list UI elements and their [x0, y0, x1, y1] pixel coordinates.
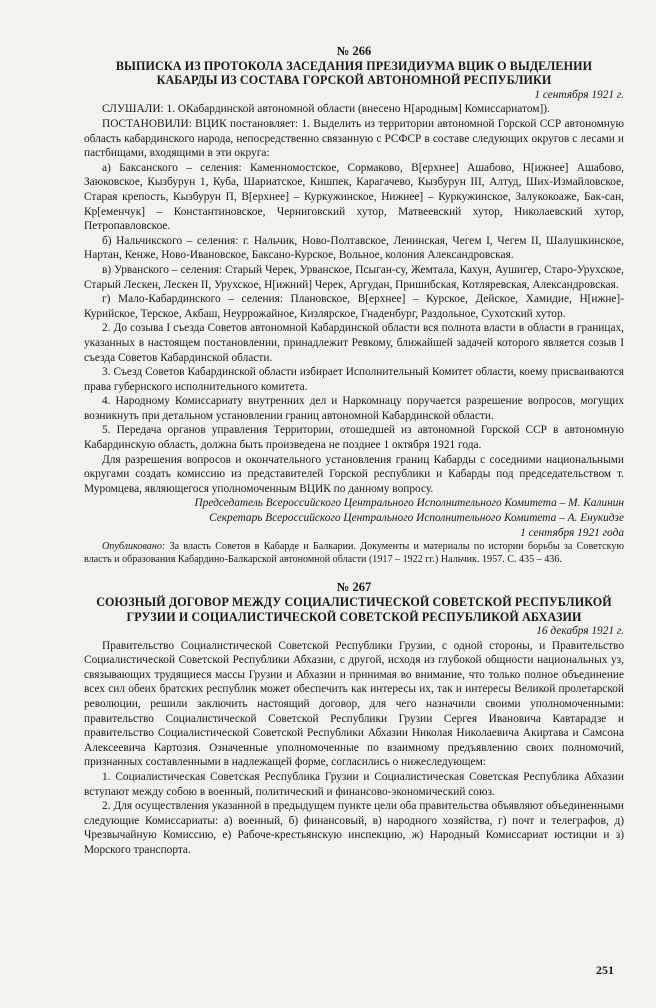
paragraph: б) Нальчикского – селения: г. Нальчик, Ново-Полтавское, Ленинская, Чегем I, Чегем II, Шалушкинское, Нартан, Кенже, Ново-Ивановское, Баксано-Курское, Вольное, колония Александровская. [84, 234, 624, 262]
paragraph: 3. Съезд Советов Кабардинской области избирает Исполнительный Комитет области, коему присваиваются права губернского исполнительного комитета. [84, 366, 624, 393]
signature-chairman: Председатель Всероссийского Центрального Исполнительного Комитета – М. Калинин [194, 497, 624, 510]
paragraph: 2. Для осуществления указанной в предыдущем пункте цели оба правительства объявляют объединенными следующие Комиссариаты: а) военный, б) финансовый, в) народного хозяйства, г) почт и телеграфов, д) Чрезвычайную Комиссию, е) Рабоче-крестьянскую инспекцию, ж) Народный Комиссариат юстиции и з) Морского транспорта. [84, 800, 624, 856]
document-number: № 266 [336, 44, 372, 58]
paragraph: в) Урванского – селения: Старый Черек, Урванское, Псыган-су, Жемтала, Кахун, Аушигер, Старо-Урухское, Старый Лескен, Лескен II, Урухское, Н[ижний] Черек, Аргудан, Пришибская, Котляревская, Александровская. [84, 263, 624, 291]
document-date: 16 декабря 1921 г. [536, 625, 624, 638]
paragraph: г) Мало-Кабардинского – селения: Плановское, В[ерхнее] – Курское, Дейское, Хамидие, Н[ижне]-Курийское, Терское, Акбаш, Неуррожайное, Кизлярское, Гнаденбург, Раздольное, Сухотский хутор. [84, 293, 624, 320]
page-number: 251 [596, 963, 614, 977]
document-title: СОЮЗНЫЙ ДОГОВОР МЕЖДУ СОЦИАЛИСТИЧЕСКОЙ СОВЕТСКОЙ РЕСПУБЛИКОЙ ГРУЗИИ И СОЦИАЛИСТИЧЕСКОЙ СОВЕТСКОЙ РЕСПУБЛИКОЙ АБХАЗИИ [96, 595, 612, 624]
paragraph: Для разрешения вопросов и окончательного установления границ Кабарды с соседними национальными округами создать комиссию из представителей Горской республики и Кабарды под председательством т. Муромцева, являющегося уполномоченным ВЦИК по данному вопросу. [84, 453, 624, 495]
paragraph: ПОСТАНОВИЛИ: ВЦИК постановляет: 1. Выделить из территории автономной Горской ССР автономную область кабардинского народа, непосредственно связанную с РСФСР в составе следующих округов с лесами и пастбищами, входящими в эти округа: [84, 118, 624, 160]
signature-date: 1 сентября 1921 года [520, 526, 624, 539]
paragraph: 5. Передача органов управления Территории, отошедшей из автономной Горской ССР в автономную Кабардинскую область, должна быть произведена не позднее 1 октября 1921 года. [84, 424, 624, 452]
source-note [84, 540, 624, 566]
page-content [84, 44, 624, 858]
document-267 [84, 580, 624, 857]
paragraph: СЛУШАЛИ: 1. ОКабардинской автономной области (внесено Н[ародным] Комиссариатом]). [102, 103, 550, 116]
document-date: 1 сентября 1921 г. [534, 88, 624, 101]
document-title: ВЫПИСКА ИЗ ПРОТОКОЛА ЗАСЕДАНИЯ ПРЕЗИДИУМА ВЦИК О ВЫДЕЛЕНИИ КАБАРДЫ ИЗ СОСТАВА ГОРСКОЙ АВТОНОМНОЙ РЕСПУБЛИКИ [115, 59, 593, 88]
document-266 [84, 44, 624, 566]
signature-secretary: Секретарь Всероссийского Центрального Исполнительного Комитета – А. Енукидзе [209, 512, 624, 525]
paragraph: 2. До созыва I съезда Советов автономной Кабардинской области вся полнота власти в области в границах, указанных в настоящем постановлении, принадлежит Ревкому, ближайшей задачей которого является созыв I съезда Советов Кабардинской области. [84, 322, 624, 364]
document-number: № 267 [336, 580, 372, 595]
source-text: За власть Советов в Кабарде и Балкарии. Документы и материалы по истории борьбы за Советскую власть и образования Кабардино-Балкарской автономной области (1917 – 1922 гг.) Нальчик. 1957. С. 435 – 436. [84, 541, 624, 566]
paragraph: 4. Народному Комиссариату внутренних дел и Наркомнацу поручается разрешение вопросов, могущих возникнуть при детальном установлении границ автономной Кабардинской области. [84, 395, 624, 422]
source-label: Опубликовано: [102, 541, 166, 553]
paragraph: 1. Социалистическая Советская Республика Грузии и Социалистическая Советская Республика Абхазии вступают между собою в военный, политический и финансово-экономический союз. [84, 770, 624, 798]
paragraph: а) Баксанского – селения: Каменномостское, Сормаково, В[ерхнее] Ашабово, Н[ижнее] Ашабово, Заюковское, Кызбурун 1, Куба, Шариатское, Кишпек, Карагачево, Кызбурун III, Алтуд, Ших-Измайловское, Старая крепость, Кызбурун П, В[ерхнее] – Куркужинское, Нижнее] – Куркужинское, Залукокоаже, Бак-сан, Кр[еменчук] – Константиновское, Черниговский хутор, Матвеевский хутор, Николаевский хутор, Петропавловское. [84, 161, 624, 233]
paragraph: Правительство Социалистической Советской Республики Грузии, с одной стороны, и Правительство Социалистической Советской Республики Абхазии, с другой, исходя из глубокой общности национальных уз, связывающих трудящиеся массы Грузии и Абхазии и принимая во внимание, что только полное объединение всех сил обеих братских республик может обеспечить как интересы их, так и интересы Великой пролетарской революции, решили заключить настоящий договор, для чего назначили своими уполномоченными: правительство Социалистической Советской Республики Грузии Сергея Ивановича Кавтарадзе и правительство Социалистической Советской Республики Абхазии Николая Николаевича Акиртава и Самсона Алексеевича Картозия. Означенные уполномоченные по взаимному предъявлению своих полномочий, признанных составленными в надлежащей форме, согласились о нижеследующем: [84, 639, 624, 769]
